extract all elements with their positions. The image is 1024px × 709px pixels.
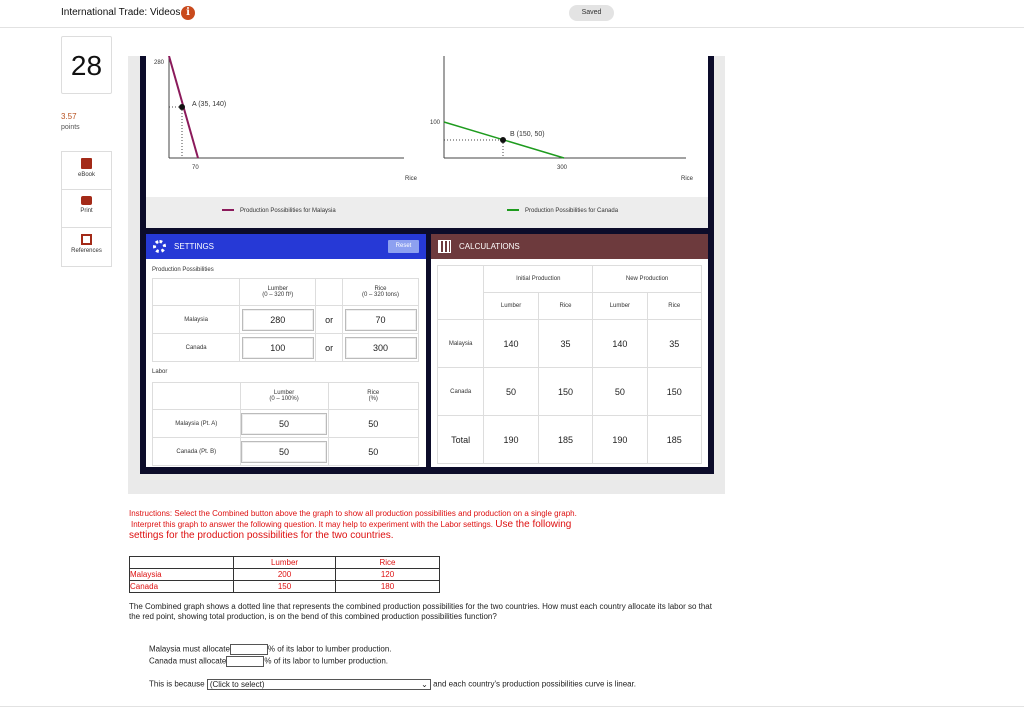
red-head: Rice [336,557,440,569]
calc-country: Malaysia [438,320,484,368]
question-number: 28 [61,36,112,94]
reset-button[interactable]: Reset [388,240,419,253]
canada-labor-rice: 50 [328,438,418,466]
calc-cell: 50 [484,368,538,416]
saved-status-badge: Saved [569,5,614,21]
or-label: or [316,334,343,362]
calculations-panel [431,234,708,467]
points-label: points [61,124,80,131]
question-text: The Combined graph shows a dotted line that represents the combined production possibilities for the two countries. How must each country allocate its labor so that the red point, showing total production, is on the bend of this combined production possibilities function? [129,602,712,621]
alloc-suffix: % of its labor to lumber production. [267,644,392,654]
malaysia-rice-input[interactable]: 70 [345,309,417,331]
malaysia-labor-rice: 50 [328,410,418,438]
settings-header [146,234,426,259]
calc-cell: 190 [593,416,647,464]
because-sentence [149,679,636,690]
malaysia-ytick: 280 [154,60,165,66]
calc-row-total [438,416,702,464]
calc-cell: 140 [593,320,647,368]
col-lumber: Lumber [593,293,647,320]
pp-table [152,278,419,362]
calc-row-malaysia [438,320,702,368]
col-lumber: Lumber [484,293,538,320]
labor-country: Canada (Pt. B) [153,438,241,466]
settings-panel [146,234,426,467]
canada-rice-input[interactable]: 300 [345,337,417,359]
canada-lumber-input[interactable]: 100 [242,337,314,359]
pp-row-malaysia [153,306,419,334]
canada-allocation-input[interactable] [226,656,264,667]
copy-icon [81,234,92,245]
points-value: 3.57 [61,112,77,121]
malaysia-point-label: A (35, 140) [192,101,227,108]
labor-rice-head: Rice (%) [328,383,418,410]
malaysia-legend-swatch [222,209,234,211]
malaysia-legend-label: Production Possibilities for Malaysia [240,208,336,214]
canada-legend-label: Production Possibilities for Canada [525,208,619,214]
malaysia-alloc-pre: Malaysia must allocate [149,644,230,654]
col-rice: Rice [647,293,701,320]
book-icon [81,158,92,169]
printer-icon [81,196,92,205]
canada-ytick: 100 [430,120,441,126]
malaysia-labor-lumber-input[interactable]: 50 [241,413,327,435]
canada-graph [405,56,694,182]
pp-label: Production Possibilities [152,267,214,273]
calculator-icon [438,240,451,253]
references-label: References [71,248,102,254]
pp-lumber-head: Lumber (0 – 320 ft³) [240,279,316,306]
reason-select-value: (Click to select) [209,680,265,689]
malaysia-legend [222,208,336,214]
calc-cell: 190 [484,416,538,464]
calculations-table [437,265,702,464]
red-cell: 180 [336,581,440,593]
or-label: or [316,306,343,334]
reason-select[interactable] [207,679,431,690]
gear-icon [153,240,166,253]
labor-label: Labor [152,369,168,375]
canada-left-xlabel: Rice [405,176,418,182]
canada-legend-swatch [507,209,519,211]
labor-country: Malaysia (Pt. A) [153,410,241,438]
col-rice: Rice [538,293,592,320]
instructions-line-3: settings for the production possibilities for the two countries. [129,530,394,541]
red-country: Canada [130,581,234,593]
because-pre: This is because [149,679,205,689]
pp-rice-head: Rice (0 – 320 tons) [343,279,419,306]
calculations-header [431,234,708,259]
calc-cell: 185 [647,416,701,464]
instructions [129,508,689,541]
calculations-title: CALCULATIONS [459,242,520,251]
red-cell: 150 [234,581,336,593]
because-post: and each country's production possibilities curve is linear. [433,679,637,689]
calc-cell: 50 [593,368,647,416]
calc-row-canada [438,368,702,416]
references-button[interactable] [62,228,111,266]
malaysia-graph [154,56,404,171]
ebook-button[interactable] [62,152,111,190]
pp-row-canada [153,334,419,362]
malaysia-allocation-input[interactable] [230,644,268,655]
red-cell: 200 [234,569,336,581]
bottom-divider [0,706,1024,707]
new-production-head: New Production [593,266,702,293]
canada-labor-lumber-input[interactable]: 50 [241,441,327,463]
canada-point-label: B (150, 50) [510,131,545,138]
tool-rail [61,151,112,267]
alloc-suffix: % of its labor to lumber production. [264,656,389,666]
labor-lumber-head: Lumber (0 – 100%) [240,383,328,410]
print-label: Print [80,208,93,214]
calc-cell: 140 [484,320,538,368]
settings-values-table [129,556,440,593]
canada-xtick: 300 [557,165,568,171]
canada-allocation [149,656,388,667]
calc-cell: 35 [538,320,592,368]
initial-production-head: Initial Production [484,266,593,293]
calc-cell: 35 [647,320,701,368]
red-cell: 120 [336,569,440,581]
labor-row-canada [153,438,419,466]
calc-cell: 150 [647,368,701,416]
info-icon[interactable]: i [181,6,195,20]
malaysia-point-a [179,104,185,110]
canada-alloc-pre: Canada must allocate [149,656,227,666]
calc-country: Total [438,416,484,464]
malaysia-allocation [149,644,392,655]
red-country: Malaysia [130,569,234,581]
ebook-label: eBook [77,172,95,178]
calc-country: Canada [438,368,484,416]
labor-table [152,382,419,466]
top-bar [0,0,1024,28]
calc-cell: 185 [538,416,592,464]
graphs-svg [146,56,708,196]
canada-legend [507,208,618,214]
calc-cell: 150 [538,368,592,416]
pp-country: Malaysia [153,306,240,334]
pp-country: Canada [153,334,240,362]
canada-point-b [500,137,506,143]
assignment-title: International Trade: Videos [61,7,181,18]
malaysia-xtick: 70 [192,165,199,171]
instructions-line-1: Instructions: Select the Combined button above the graph to show all production possibilities and production on a single graph. [129,509,577,518]
print-button[interactable] [62,190,111,228]
instructions-line-2: Interpret this graph to answer the following question. It may help to experiment with the Labor settings. Use the following [131,519,572,530]
canada-xlabel: Rice [681,176,694,182]
red-head: Lumber [234,557,336,569]
settings-title: SETTINGS [174,242,215,251]
malaysia-lumber-input[interactable]: 280 [242,309,314,331]
chevron-down-icon: ⌄ [421,680,428,689]
labor-row-malaysia [153,410,419,438]
